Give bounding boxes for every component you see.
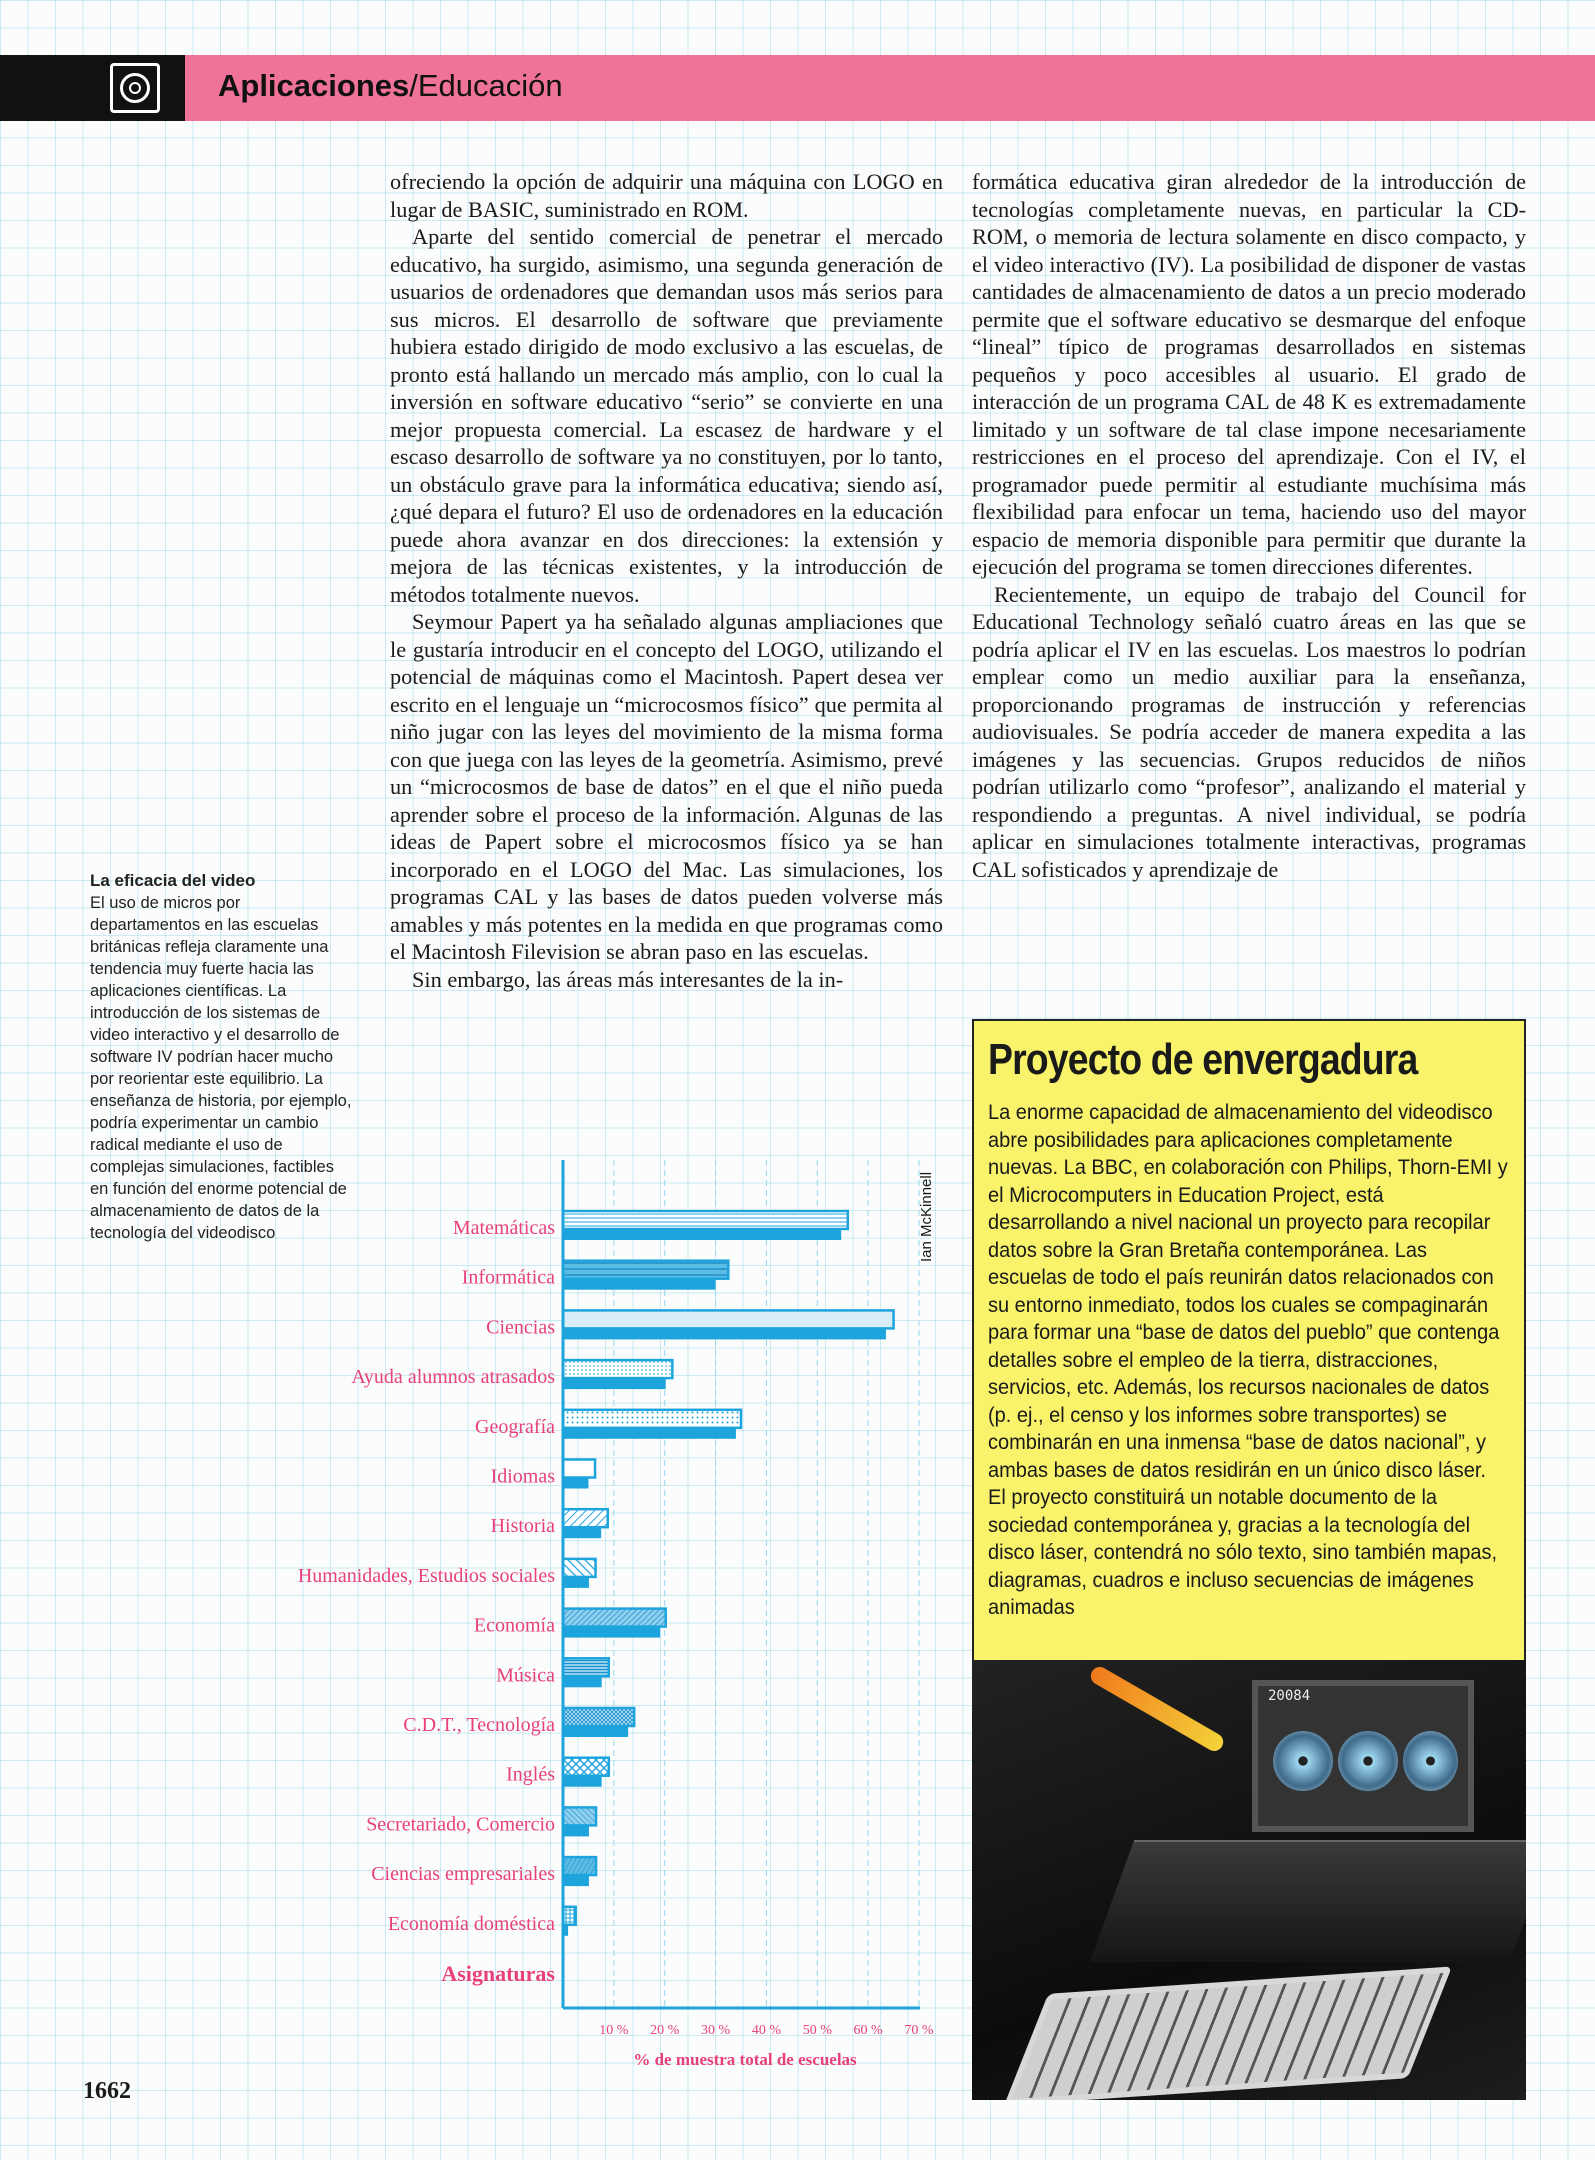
category-label: Economía doméstica	[387, 1912, 555, 1935]
caption-text: El uso de micros por departamentos en las escuelas británicas refleja claramente una tendencia muy fuerte hacia las aplicaciones científicas. La introducción de los sistemas de video interactivo y el desarrollo de software IV podrían hacer mucho por reorientar este equilibrio. La enseñanza de historia, por ejemplo, podría experimentar un cambio radical mediante el uso de complejas simulaciones, factibles en función del enorme potencial de almacenamiento de datos de la tecnología del videodisco	[90, 894, 352, 1242]
category-label: Humanidades, Estudios sociales	[297, 1564, 555, 1587]
bar-light	[563, 1360, 672, 1378]
category-label: Ciencias	[486, 1316, 555, 1339]
paragraph: formática educativa giran alrededor de la introducción de tecnologías completamente nuevas, en particular la CD-ROM, o memoria de lectura solamente en disco compacto, y el video interactivo (IV). La posibilidad de disponer de vastas cantidades de almacenamiento de datos a un precio moderado permite que el software educativo se desmarque del enfoque “lineal” típico de programas desarrollados en sistemas pequeños y poco accesibles al usuario. El grado de interacción de un programa CAL de 48 K es extremadamente limitado y un software de tal clase impone necesariamente restricciones en el proceso del aprendizaje. Con el IV, el programador puede permitir al estudiante muchísima más flexibilidad para enfocar un tema, haciendo uso del mayor espacio de memoria disponible para permitir que durante la ejecución del programa se tomen direcciones diferentes.	[972, 169, 1526, 579]
category-label: Ayuda alumnos atrasados	[351, 1366, 555, 1389]
disc-icon	[1403, 1731, 1458, 1791]
videodisc-computer-photo	[972, 1660, 1526, 2100]
bar-light	[563, 1708, 634, 1726]
disc-icon	[1338, 1731, 1398, 1791]
section-title-rest: /Educación	[409, 68, 563, 103]
paragraph: Sin embargo, las áreas más interesantes de la in-	[412, 966, 844, 992]
bar-light	[563, 1211, 848, 1229]
category-label: Secretariado, Comercio	[366, 1813, 555, 1836]
bar-light	[563, 1807, 596, 1825]
category-label: Historia	[490, 1515, 555, 1538]
x-axis-title: % de muestra total de escuelas	[633, 2050, 857, 2069]
monitor-screen-text: 20084	[1268, 1688, 1311, 1704]
category-label: C.D.T., Tecnología	[403, 1714, 555, 1736]
x-tick-label: 10 %	[599, 2023, 629, 2038]
paragraph: Recientemente, un equipo de trabajo del Council for Educational Technology señaló cuatro áreas en las que se podría aplicar el IV en las escuelas. Los maestros lo podrían emplear como un medio auxiliar para la enseñanza, proporcionando programas de instrucción y referencias audiovisuales. Se podría acceder de manera expedita a las imágenes y las secuencias. Grupos reducidos de niños podrían utilizarlo como “profesor”, analizando el material y respondiendo a preguntas. A nivel individual, se podría aplicar en simulaciones totalmente interactivas, programas CAL sofisticados y aprendizaje de	[972, 581, 1526, 882]
box-text: La enorme capacidad de almacenamiento del videodisco abre posibilidades para aplicaciones completamente nuevas. La BBC, en colaboración con Philips, Thorn-EMI y el Microcomputers in Education Project, está desarrollando a nivel nacional un proyecto para recopilar datos sobre la Gran Bretaña contemporánea. Las escuelas de todo el país reunirán datos relacionados con su entorno inmediato, todos los cuales se compaginarán para formar una “base de datos del pueblo” que contenga detalles sobre el empleo de la tierra, distracciones, servicios, etc. Además, los recursos nacionales de datos (p. ej., el censo y los informes sobre transportes) se combinarán en una inmensa “base de datos nacional”, y ambas bases de datos residirán en un único disco láser. El proyecto constituirá un notable documento de la sociedad contemporánea y, gracias a la tecnología del disco láser, contendrá no sólo texto, sino también mapas, diagramas, cuadros e incluso secuencias de imágenes animadas	[988, 1100, 1508, 1619]
bar-light	[563, 1460, 595, 1478]
x-tick-label: 70 %	[904, 2023, 934, 2038]
illustrator-credit: Ian McKinnell	[918, 1171, 935, 1262]
bar-light	[563, 1310, 894, 1328]
bar-light	[563, 1509, 608, 1527]
x-tick-label: 30 %	[700, 2023, 731, 2038]
bar-light	[563, 1261, 728, 1279]
bar-light	[563, 1410, 741, 1428]
paragraph: Seymour Papert ya ha señalado algunas ampliaciones que le gustaría introducir en el concepto del LOGO, utilizando el potencial de máquinas como el Macintosh. Papert desea ver escrito en el lenguaje un “microcosmos físico” que permita al niño jugar con las leyes del movimiento de la misma forma con que juega con las leyes de la geometría. Asimismo, prevé un “microcosmos de base de datos” en el que el niño pueda aprender sobre el proceso de la información. Algunas de las ideas de Papert sobre el microcosmos físico ya se han incorporado en el LOGO del Mac. Las simulaciones, los programas CAL y las bases de datos pueden volverse más amables y más potentes en la medida en que programas como el Macintosh Filevision se abran paso en las escuelas.	[390, 609, 943, 964]
bar-light	[563, 1758, 609, 1776]
x-tick-label: 20 %	[650, 2023, 680, 2038]
category-label: Inglés	[506, 1763, 555, 1786]
category-label: Informática	[461, 1266, 555, 1289]
category-label: Geografía	[475, 1415, 555, 1438]
category-label: Economía	[473, 1614, 555, 1637]
disc-player	[1090, 1840, 1526, 1962]
category-label: Idiomas	[490, 1465, 555, 1488]
caption-title: La eficacia del video	[90, 871, 256, 890]
category-label: Matemáticas	[452, 1217, 555, 1239]
box-title: Proyecto de envergadura	[988, 1035, 1418, 1084]
bar-light	[563, 1658, 609, 1676]
page-number: 1662	[83, 2078, 131, 2104]
x-tick-label: 50 %	[802, 2023, 832, 2038]
paragraph: ofreciendo la opción de adquirir una máquina con LOGO en lugar de BASIC, suministrado en ROM.	[390, 169, 943, 222]
section-title-bold: Aplicaciones	[218, 68, 410, 103]
bar-light	[563, 1609, 666, 1627]
monitor	[1252, 1680, 1474, 1832]
y-axis-title: Asignaturas	[441, 1961, 555, 1986]
category-label: Música	[496, 1664, 555, 1687]
category-label: Ciencias empresariales	[371, 1863, 555, 1886]
disc-icon	[1273, 1731, 1333, 1791]
light-streak	[1088, 1664, 1227, 1755]
x-tick-label: 60 %	[853, 2023, 883, 2038]
bar-light	[563, 1857, 596, 1875]
bar-light	[563, 1907, 576, 1925]
bar-light	[563, 1559, 596, 1577]
paragraph: Aparte del sentido comercial de penetrar el mercado educativo, ha surgido, asimismo, una segunda generación de usuarios de ordenadores que demandan usos más serios para sus micros. El desarrollo de software que previamente hubiera estado dirigido de modo exclusivo a las escuelas, de pronto está hallando un mercado más amplio, con lo cual la inversión en software educativo “serio” se convierte en una mejor propuesta comercial. La escasez de hardware y el escaso desarrollo de software ya no constituyen, por lo tanto, un obstáculo grave para la informática educativa; siendo así, ¿qué depara el futuro? El uso de ordenadores en la educación puede ahora avanzar en dos direcciones: la extensión y mejora de las técnicas existentes, y la introducción de métodos totalmente nuevos.	[390, 224, 943, 607]
keyboard	[1004, 1966, 1452, 2100]
x-tick-label: 40 %	[751, 2023, 782, 2038]
